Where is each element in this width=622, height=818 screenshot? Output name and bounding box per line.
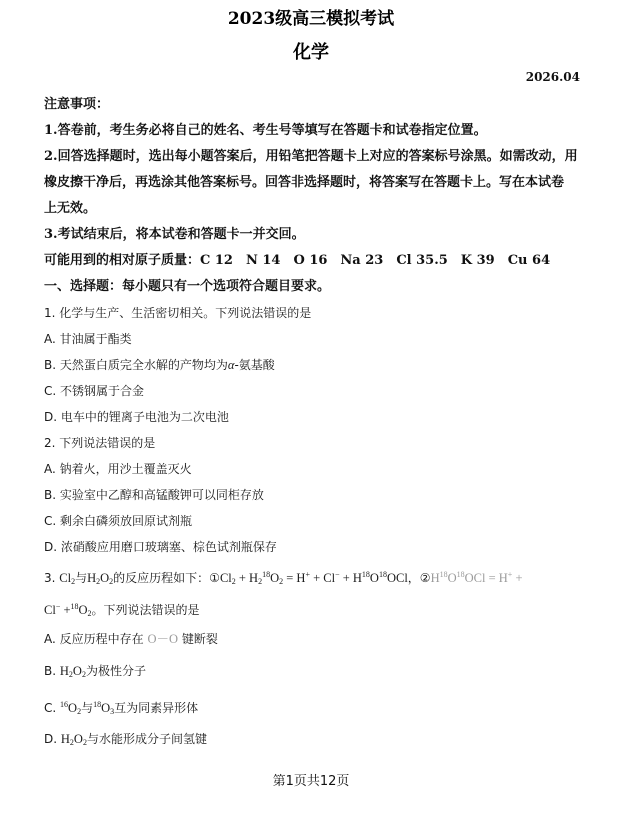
formula-16o2: $^{16}O_2$ (60, 700, 82, 716)
option-d-label: D. (44, 732, 58, 746)
option-c-connector: 与 (81, 701, 94, 715)
option-c-label: C. (44, 701, 57, 715)
question-2-option-a: A. 钠着火，用沙土覆盖灭火 (44, 462, 192, 476)
question-2-option-b: B. 实验室中乙醇和高锰酸钾可以同柜存放 (44, 488, 264, 502)
formula-18o3: $^{18}O_3$ (93, 700, 115, 716)
stem-connector: 与 (75, 571, 88, 585)
subject-title: 化学 (293, 42, 329, 63)
question-2-option-d: D. 浓硝酸应用磨口玻璃塞、棕色试剂瓶保存 (44, 540, 277, 554)
question-1-option-c: C. 不锈钢属于合金 (44, 384, 145, 398)
notes-item-1: 1.答卷前，考生务必将自己的姓名、考生号等填写在答题卡和试卷指定位置。 (44, 123, 487, 138)
bond-o-o: O－O (147, 632, 179, 646)
reaction-equation-1: $Cl_2 + H_2^{18}O_2 = H^+ + Cl^- + H^{18}O^{18}OCl$ (219, 570, 408, 586)
question-3-option-c (44, 696, 589, 721)
question-3-option-b (44, 662, 589, 684)
question-2-option-c: C. 剩余白磷须放回原试剂瓶 (44, 514, 193, 528)
alpha-symbol: α (227, 358, 235, 372)
question-2-stem: 2. 下列说法错误的是 (44, 436, 156, 450)
exam-title: 2023级高三模拟考试 (227, 9, 395, 29)
section-1-heading: 一、选择题：每小题只有一个选项符合题目要求。 (44, 279, 331, 294)
question-1-option-d: D. 电车中的锂离子电池为二次电池 (44, 410, 229, 424)
stem-text: 的反应历程如下：① (113, 571, 220, 585)
option-a-tail: 键断裂 (181, 632, 218, 646)
option-b-tail: 为极性分子 (85, 664, 146, 678)
option-a-text: A. 反应历程中存在 (44, 632, 144, 646)
option-b-tail: -氨基酸 (234, 358, 275, 372)
question-3-number: 3. (44, 571, 56, 585)
notes-item-2-line-1: 2.回答选择题时，选出每小题答案后，用铅笔把答题卡上对应的答案标号涂黑。如需改动，用 (44, 149, 578, 164)
option-b-label: B. (44, 664, 57, 678)
notes-item-2-line-3: 上无效。 (44, 201, 97, 216)
formula-h2o2: $H_2O_2$ (87, 571, 114, 586)
option-c-tail: 互为同素异形体 (114, 701, 199, 715)
notes-item-3: 3.考试结束后，将本试卷和答题卡一并交回。 (44, 227, 305, 242)
question-3-stem (44, 566, 589, 591)
question-3-prompt: 。下列说法错误的是 (91, 603, 200, 617)
equation-separator: ，② (407, 571, 431, 585)
formula-h2o2-d: $H_2O_2$ (60, 732, 87, 747)
page-number: 第1页共12页 (272, 774, 350, 789)
option-b-text: B. 天然蛋白质完全水解的产物均为 (44, 358, 228, 372)
notes-item-2-line-2: 橡皮擦干净后，再选涂其他答案标号。回答非选择题时，将答案写在答题卡上。写在本试卷 (44, 175, 565, 190)
question-3-option-d (44, 730, 589, 752)
formula-cl2: $Cl_2$ (59, 571, 76, 586)
exam-date: 2026.04 (525, 70, 580, 84)
reaction-equation-2-start: $H^{18}O^{18}OCl = H^+$ + (430, 570, 523, 585)
question-3-stem-line-2 (44, 598, 589, 623)
formula-h2o2-b: $H_2O_2$ (59, 664, 86, 679)
reaction-equation-2-end: $Cl^- +^{18}O_2$ (44, 602, 92, 618)
atomic-mass-line: 可能用到的相对原子质量：C 12 N 14 O 16 Na 23 Cl 35.5 K 39 Cu 64 (44, 253, 551, 268)
question-1-stem: 1. 化学与生产、生活密切相关。下列说法错误的是 (44, 306, 312, 320)
notes-heading: 注意事项： (44, 97, 110, 112)
question-1-option-a: A. 甘油属于酯类 (44, 332, 132, 346)
question-3-option-a (44, 630, 589, 648)
option-d-tail: 与水能形成分子间氢键 (86, 732, 207, 746)
question-1-option-b (44, 356, 589, 374)
